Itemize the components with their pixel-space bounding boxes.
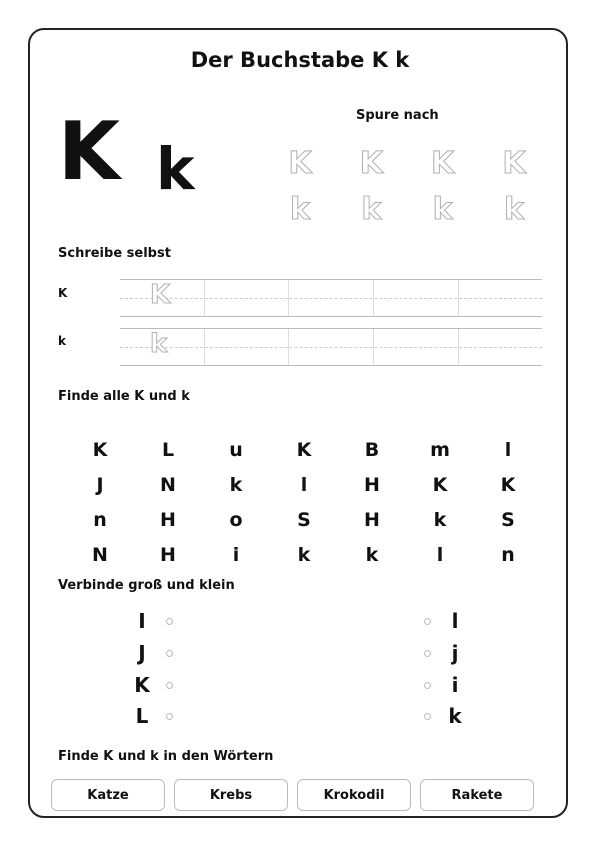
writing-line-upper[interactable] — [120, 279, 542, 317]
grid-letter[interactable]: N — [92, 543, 108, 566]
grid-letter[interactable]: H — [160, 508, 176, 531]
grid-row — [66, 467, 542, 502]
trace-letter[interactable]: k — [504, 191, 524, 227]
find-heading: Finde alle K und k — [58, 389, 190, 404]
word-list — [51, 779, 534, 811]
match-letter: l — [451, 609, 459, 633]
match-letter: i — [451, 673, 459, 697]
grid-row — [66, 432, 542, 467]
words-heading: Finde K und k in den Wörtern — [58, 749, 274, 764]
grid-letter[interactable]: m — [430, 438, 450, 461]
trace-letter[interactable]: k — [290, 191, 310, 227]
writing-line-lower[interactable] — [120, 328, 542, 366]
match-left-item — [132, 606, 173, 636]
big-lowercase-letter: k — [156, 135, 195, 203]
grid-letter[interactable]: k — [365, 543, 379, 566]
match-letter: J — [138, 641, 146, 665]
grid-letter[interactable]: J — [96, 473, 104, 496]
grid-letter[interactable]: B — [364, 438, 380, 461]
connect-dot[interactable] — [424, 682, 431, 689]
match-right-item — [424, 638, 465, 668]
trace-grid — [282, 140, 532, 232]
trace-letter[interactable]: K — [502, 145, 526, 181]
grid-row — [66, 502, 542, 537]
match-left-item — [132, 638, 173, 668]
grid-letter[interactable]: S — [501, 508, 515, 531]
grid-letter[interactable]: u — [229, 438, 243, 461]
trace-heading: Spure nach — [356, 108, 439, 123]
write-heading: Schreibe selbst — [58, 246, 171, 261]
grid-letter[interactable]: n — [501, 543, 515, 566]
match-letter: L — [135, 704, 149, 728]
grid-letter[interactable]: H — [364, 508, 380, 531]
grid-letter[interactable]: K — [296, 438, 312, 461]
match-letter: I — [138, 609, 146, 633]
word-box-rakete[interactable]: Rakete — [420, 779, 534, 811]
grid-letter[interactable]: H — [160, 543, 176, 566]
match-letter: j — [451, 641, 459, 665]
match-letter: k — [448, 704, 462, 728]
grid-letter[interactable]: K — [500, 473, 516, 496]
grid-letter[interactable]: K — [432, 473, 448, 496]
connect-dot[interactable] — [424, 713, 431, 720]
match-left-item — [132, 670, 173, 700]
grid-letter[interactable]: l — [300, 473, 308, 496]
word-box-krebs[interactable]: Krebs — [174, 779, 288, 811]
ghost-letter: K — [150, 280, 171, 310]
connect-dot[interactable] — [166, 713, 173, 720]
match-heading: Verbinde groß und klein — [58, 578, 235, 593]
grid-letter[interactable]: i — [232, 543, 240, 566]
grid-letter[interactable]: S — [297, 508, 311, 531]
page-title: Der Buchstabe K k — [190, 48, 410, 72]
match-right-item — [424, 670, 465, 700]
grid-letter[interactable]: n — [93, 508, 107, 531]
trace-row-upper — [282, 140, 532, 186]
match-right-item — [424, 606, 465, 636]
trace-letter[interactable]: k — [361, 191, 382, 227]
grid-letter[interactable]: k — [297, 543, 311, 566]
grid-letter[interactable]: L — [161, 438, 175, 461]
ghost-letter: k — [150, 329, 168, 359]
letter-search-grid — [66, 432, 542, 572]
trace-row-lower — [282, 186, 532, 232]
grid-letter[interactable]: K — [92, 438, 108, 461]
connect-dot[interactable] — [166, 650, 173, 657]
connect-dot[interactable] — [424, 618, 431, 625]
connect-dot[interactable] — [166, 682, 173, 689]
grid-letter[interactable]: k — [433, 508, 447, 531]
grid-letter[interactable]: H — [364, 473, 380, 496]
word-box-katze[interactable]: Katze — [51, 779, 165, 811]
grid-letter[interactable]: k — [229, 473, 243, 496]
grid-letter[interactable]: l — [504, 438, 512, 461]
grid-letter[interactable]: l — [436, 543, 444, 566]
trace-letter[interactable]: K — [431, 145, 455, 181]
write-row-label: K — [58, 286, 68, 300]
grid-row — [66, 537, 542, 572]
grid-letter[interactable]: o — [229, 508, 243, 531]
match-letter: K — [134, 673, 150, 697]
connect-dot[interactable] — [166, 618, 173, 625]
connect-dot[interactable] — [424, 650, 431, 657]
word-box-krokodil[interactable]: Krokodil — [297, 779, 411, 811]
big-uppercase-letter: K — [58, 105, 120, 198]
match-left-item — [132, 701, 173, 731]
grid-letter[interactable]: N — [160, 473, 176, 496]
trace-letter[interactable]: K — [288, 145, 312, 181]
trace-letter[interactable]: k — [432, 191, 453, 227]
match-right-item — [424, 701, 465, 731]
trace-letter[interactable]: K — [359, 145, 383, 181]
write-row-label: k — [58, 334, 66, 348]
